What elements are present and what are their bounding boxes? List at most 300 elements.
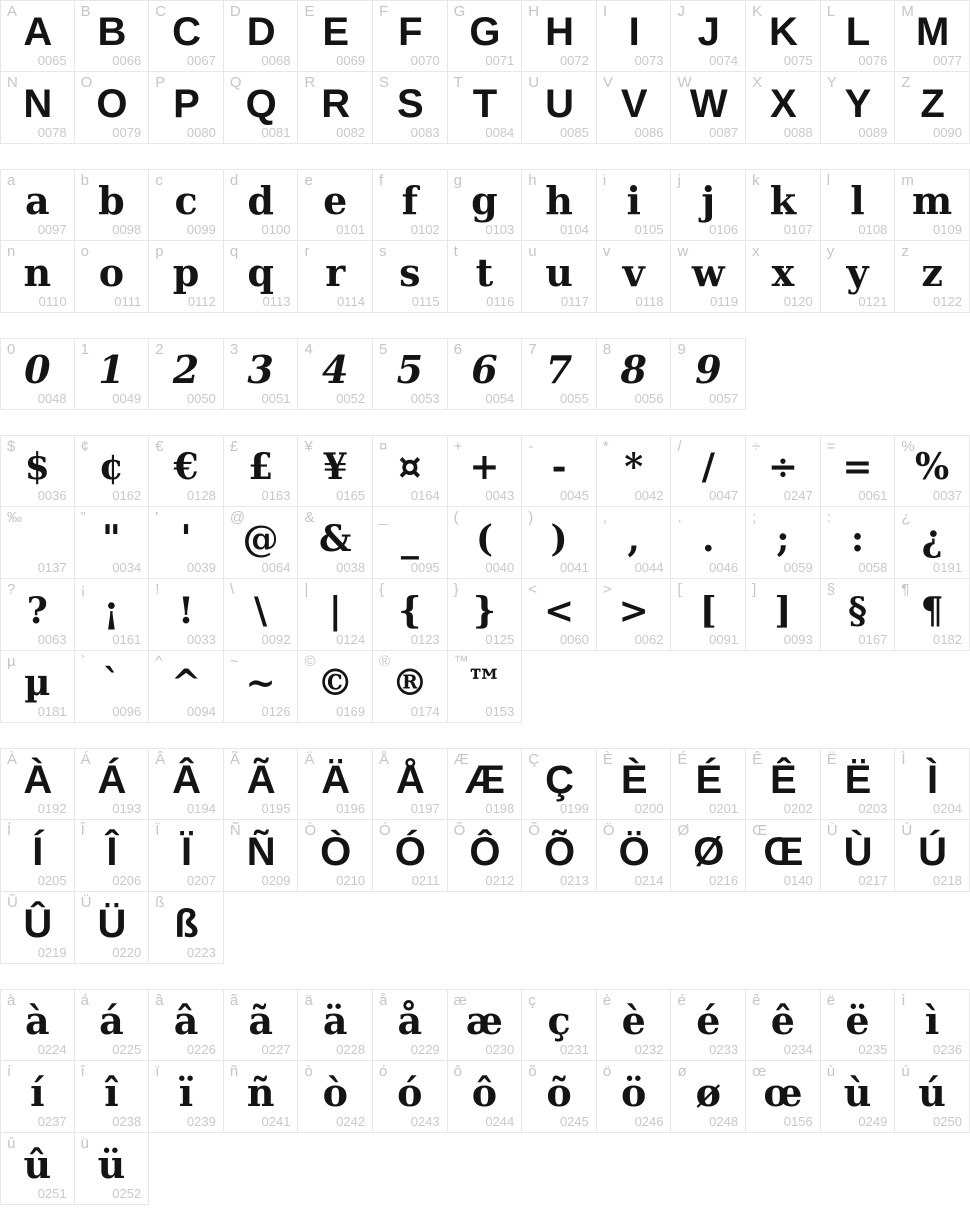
glyph-cell-0219 bbox=[0, 892, 75, 964]
cell-code-label: 0038 bbox=[336, 560, 366, 575]
cell-code-label: 0101 bbox=[336, 222, 366, 237]
cell-glyph: u bbox=[545, 249, 573, 295]
cell-glyph: > bbox=[618, 589, 649, 632]
glyph-cell-0040 bbox=[448, 507, 523, 579]
cell-glyph: P bbox=[173, 81, 199, 126]
cell-character-label: Ì bbox=[901, 751, 906, 768]
cell-character-label: v bbox=[602, 243, 611, 260]
cell-character-label: Ò bbox=[304, 822, 317, 839]
glyph-cell-0194 bbox=[149, 748, 224, 820]
cell-glyph: z bbox=[921, 249, 943, 295]
cell-character-label: : bbox=[826, 509, 831, 526]
cell-character-label: X bbox=[752, 74, 763, 91]
cell-glyph: x bbox=[771, 249, 795, 295]
cell-code-label: 0225 bbox=[112, 1042, 142, 1057]
cell-character-label: M bbox=[901, 3, 914, 20]
cell-character-label: Ï bbox=[155, 822, 160, 839]
cell-code-label: 0247 bbox=[783, 488, 813, 503]
cell-code-label: 0109 bbox=[933, 222, 962, 237]
cell-glyph: ç bbox=[547, 998, 571, 1043]
glyph-cell-0213 bbox=[522, 820, 597, 892]
cell-code-label: 0156 bbox=[783, 1114, 813, 1129]
cell-code-label: 0203 bbox=[858, 801, 888, 816]
glyph-cell-0121 bbox=[821, 241, 896, 313]
cell-glyph: R bbox=[321, 81, 350, 126]
cell-glyph: © bbox=[317, 661, 354, 704]
glyph-cell-0207 bbox=[149, 820, 224, 892]
cell-character-label: C bbox=[155, 3, 167, 20]
glyph-cell-0093 bbox=[746, 579, 821, 651]
cell-character-label: Ã bbox=[229, 751, 240, 768]
glyph-cell-0082 bbox=[298, 72, 373, 144]
cell-glyph: $ bbox=[24, 446, 50, 488]
cell-glyph: Ê bbox=[770, 758, 796, 802]
glyph-cell-0065 bbox=[0, 0, 75, 72]
cell-glyph: 0 bbox=[24, 347, 51, 392]
cell-glyph: ò bbox=[322, 1069, 348, 1115]
glyph-cell-0084 bbox=[448, 72, 523, 144]
cell-glyph: œ bbox=[763, 1069, 803, 1115]
cell-character-label: w bbox=[677, 243, 689, 260]
cell-code-label: 0071 bbox=[485, 53, 515, 68]
cell-character-label: W bbox=[677, 74, 692, 91]
glyph-cell-0043 bbox=[448, 435, 523, 507]
charmap-row bbox=[0, 338, 970, 410]
cell-character-label: E bbox=[304, 3, 315, 20]
glyph-cell-0241 bbox=[224, 1061, 299, 1133]
cell-code-label: 0048 bbox=[37, 391, 67, 406]
cell-code-label: 0065 bbox=[37, 53, 67, 68]
glyph-cell-0057 bbox=[671, 338, 746, 410]
cell-character-label: T bbox=[453, 74, 463, 91]
cell-character-label: ` bbox=[80, 653, 86, 670]
cell-glyph: ô bbox=[471, 1069, 498, 1115]
cell-glyph: Ä bbox=[321, 758, 350, 802]
cell-character-label: k bbox=[752, 172, 760, 189]
cell-code-label: 0199 bbox=[559, 801, 589, 816]
cell-character-label: £ bbox=[229, 438, 239, 455]
glyph-cell-0204 bbox=[895, 748, 970, 820]
cell-code-label: 0118 bbox=[635, 294, 664, 309]
cell-code-label: 0223 bbox=[186, 945, 216, 960]
cell-code-label: 0153 bbox=[485, 704, 515, 719]
cell-character-label: u bbox=[528, 243, 537, 260]
cell-glyph: ï bbox=[178, 1069, 194, 1115]
cell-character-label: Y bbox=[826, 74, 837, 91]
cell-glyph: ; bbox=[776, 517, 790, 560]
cell-character-label: 4 bbox=[304, 341, 313, 358]
cell-character-label: 2 bbox=[155, 341, 164, 358]
cell-glyph: < bbox=[543, 589, 575, 632]
glyph-cell-0115 bbox=[373, 241, 448, 313]
glyph-cell-0248 bbox=[671, 1061, 746, 1133]
glyph-cell-0045 bbox=[522, 435, 597, 507]
cell-glyph: Ã bbox=[246, 758, 275, 802]
cell-code-label: 0244 bbox=[485, 1114, 515, 1129]
cell-character-label: t bbox=[453, 243, 458, 260]
glyph-cell-0237 bbox=[0, 1061, 75, 1133]
cell-code-label: 0162 bbox=[112, 488, 142, 503]
cell-character-label: Í bbox=[7, 822, 12, 839]
cell-code-label: 0234 bbox=[783, 1042, 813, 1057]
cell-code-label: 0218 bbox=[933, 873, 962, 888]
cell-code-label: 0243 bbox=[410, 1114, 440, 1129]
cell-glyph: . bbox=[702, 517, 715, 560]
cell-glyph: _ bbox=[400, 517, 419, 560]
cell-code-label: 0105 bbox=[634, 222, 664, 237]
cell-character-label: Å bbox=[379, 751, 390, 768]
block-uppercase-accents bbox=[0, 748, 970, 964]
cell-glyph: \ bbox=[254, 589, 268, 632]
cell-code-label: 0140 bbox=[783, 873, 813, 888]
cell-glyph: Q bbox=[245, 81, 276, 126]
glyph-cell-0102 bbox=[373, 169, 448, 241]
cell-code-label: 0200 bbox=[634, 801, 664, 816]
cell-glyph: Æ bbox=[464, 758, 504, 802]
glyph-cell-0163 bbox=[224, 435, 299, 507]
cell-character-label: ñ bbox=[229, 1063, 239, 1080]
cell-code-label: 0057 bbox=[709, 391, 739, 406]
glyph-cell-0125 bbox=[448, 579, 523, 651]
cell-code-label: 0095 bbox=[410, 560, 440, 575]
cell-code-label: 0228 bbox=[336, 1042, 366, 1057]
cell-glyph: ! bbox=[178, 589, 194, 632]
cell-character-label: U bbox=[528, 74, 540, 91]
glyph-cell-0124 bbox=[298, 579, 373, 651]
cell-code-label: 0194 bbox=[186, 801, 216, 816]
cell-character-label: K bbox=[752, 3, 763, 20]
cell-code-label: 0219 bbox=[37, 945, 67, 960]
glyph-cell-0071 bbox=[448, 0, 523, 72]
cell-character-label: ú bbox=[901, 1063, 910, 1080]
charmap-row bbox=[0, 72, 970, 144]
cell-code-label: 0066 bbox=[112, 53, 142, 68]
cell-character-label: Ó bbox=[379, 822, 391, 839]
cell-glyph: O bbox=[96, 81, 127, 126]
cell-character-label: ç bbox=[528, 992, 536, 1009]
cell-glyph: C bbox=[172, 10, 200, 54]
cell-glyph: l bbox=[850, 178, 865, 223]
cell-code-label: 0098 bbox=[112, 222, 142, 237]
cell-character-label: h bbox=[528, 172, 537, 189]
cell-character-label: & bbox=[304, 509, 315, 526]
cell-glyph: Ò bbox=[320, 829, 351, 874]
glyph-cell-0075 bbox=[746, 0, 821, 72]
cell-code-label: 0070 bbox=[410, 53, 440, 68]
glyph-cell-0059 bbox=[746, 507, 821, 579]
cell-glyph: ¿ bbox=[921, 517, 943, 560]
cell-glyph: N bbox=[23, 81, 52, 126]
cell-glyph: ä bbox=[322, 998, 348, 1043]
cell-character-label: a bbox=[7, 172, 16, 189]
cell-code-label: 0236 bbox=[933, 1042, 962, 1057]
cell-character-label: A bbox=[7, 3, 18, 20]
cell-glyph: ì bbox=[924, 998, 940, 1043]
glyph-cell-0128 bbox=[149, 435, 224, 507]
cell-glyph: Ø bbox=[693, 829, 724, 874]
cell-glyph: ® bbox=[391, 661, 428, 704]
cell-character-label: ' bbox=[155, 509, 159, 526]
cell-code-label: 0165 bbox=[336, 488, 366, 503]
cell-character-label: É bbox=[677, 751, 688, 768]
cell-code-label: 0110 bbox=[38, 294, 67, 309]
cell-glyph: Y bbox=[844, 81, 871, 126]
cell-glyph: ø bbox=[695, 1069, 721, 1115]
cell-glyph: Ü bbox=[97, 901, 126, 946]
glyph-cell-0036 bbox=[0, 435, 75, 507]
cell-glyph: m bbox=[912, 178, 953, 223]
glyph-cell-0197 bbox=[373, 748, 448, 820]
cell-character-label: r bbox=[304, 243, 310, 260]
cell-character-label: ] bbox=[752, 581, 757, 598]
cell-glyph: U bbox=[545, 81, 574, 126]
cell-glyph: Ï bbox=[180, 829, 192, 874]
cell-character-label: [ bbox=[677, 581, 682, 598]
cell-code-label: 0056 bbox=[634, 391, 664, 406]
cell-character-label: D bbox=[229, 3, 241, 20]
cell-glyph: k bbox=[769, 178, 797, 223]
glyph-cell-0161 bbox=[75, 579, 150, 651]
cell-character-label: ¥ bbox=[304, 438, 313, 455]
cell-character-label: > bbox=[602, 581, 612, 598]
glyph-cell-0140 bbox=[746, 820, 821, 892]
cell-glyph: w bbox=[691, 249, 725, 295]
cell-glyph: § bbox=[848, 589, 867, 632]
cell-character-label: µ bbox=[7, 653, 16, 670]
cell-character-label: R bbox=[304, 74, 316, 91]
glyph-cell-0246 bbox=[597, 1061, 672, 1133]
glyph-cell-0242 bbox=[298, 1061, 373, 1133]
cell-code-label: 0196 bbox=[336, 801, 366, 816]
cell-glyph: ë bbox=[845, 998, 870, 1043]
cell-code-label: 0217 bbox=[858, 873, 888, 888]
cell-character-label: ø bbox=[677, 1063, 687, 1080]
cell-code-label: 0047 bbox=[709, 488, 739, 503]
cell-glyph: À bbox=[23, 758, 52, 802]
cell-glyph: â bbox=[173, 998, 199, 1043]
cell-character-label: õ bbox=[528, 1063, 537, 1080]
glyph-cell-0137 bbox=[0, 507, 75, 579]
cell-code-label: 0230 bbox=[485, 1042, 515, 1057]
cell-character-label: H bbox=[528, 3, 540, 20]
cell-character-label: $ bbox=[7, 438, 16, 455]
cell-code-label: 0075 bbox=[783, 53, 813, 68]
cell-code-label: 0126 bbox=[261, 704, 291, 719]
cell-character-label: Î bbox=[80, 822, 85, 839]
cell-glyph: € bbox=[173, 446, 199, 488]
cell-code-label: 0237 bbox=[37, 1114, 67, 1129]
glyph-cell-0042 bbox=[597, 435, 672, 507]
cell-character-label: Œ bbox=[752, 822, 768, 839]
cell-code-label: 0059 bbox=[783, 560, 813, 575]
cell-glyph: û bbox=[23, 1141, 52, 1187]
glyph-cell-0046 bbox=[671, 507, 746, 579]
cell-character-label: + bbox=[453, 438, 463, 455]
cell-glyph: æ bbox=[465, 998, 503, 1043]
cell-glyph: á bbox=[99, 998, 124, 1043]
cell-code-label: 0079 bbox=[112, 125, 142, 140]
glyph-cell-0252 bbox=[75, 1133, 150, 1205]
cell-glyph: 7 bbox=[545, 347, 573, 392]
cell-character-label: l bbox=[826, 172, 831, 189]
cell-glyph: % bbox=[915, 446, 950, 488]
cell-code-label: 0060 bbox=[559, 632, 589, 647]
cell-code-label: 0235 bbox=[858, 1042, 888, 1057]
cell-character-label: 7 bbox=[528, 341, 537, 358]
glyph-cell-0220 bbox=[75, 892, 150, 964]
cell-character-label: Ü bbox=[80, 894, 92, 911]
cell-glyph: S bbox=[397, 81, 423, 126]
charmap-row bbox=[0, 892, 970, 964]
cell-character-label: í bbox=[7, 1063, 12, 1080]
cell-code-label: 0084 bbox=[485, 125, 515, 140]
glyph-cell-0086 bbox=[597, 72, 672, 144]
cell-code-label: 0039 bbox=[186, 560, 216, 575]
cell-character-label: O bbox=[80, 74, 93, 91]
cell-glyph: A bbox=[23, 10, 52, 54]
cell-glyph: & bbox=[318, 517, 352, 560]
cell-code-label: 0197 bbox=[410, 801, 440, 816]
cell-glyph: ã bbox=[248, 998, 273, 1043]
cell-glyph: : bbox=[850, 517, 865, 560]
cell-code-label: 0169 bbox=[336, 704, 366, 719]
cell-code-label: 0209 bbox=[261, 873, 291, 888]
cell-glyph: 1 bbox=[98, 347, 125, 392]
glyph-cell-0244 bbox=[448, 1061, 523, 1133]
glyph-cell-0228 bbox=[298, 989, 373, 1061]
cell-character-label: J bbox=[677, 3, 685, 20]
cell-code-label: 0201 bbox=[709, 801, 739, 816]
cell-glyph: Ë bbox=[844, 758, 871, 802]
cell-glyph: I bbox=[628, 10, 639, 54]
glyph-cell-0169 bbox=[298, 651, 373, 723]
cell-code-label: 0248 bbox=[709, 1114, 739, 1129]
cell-code-label: 0115 bbox=[411, 294, 440, 309]
glyph-cell-0060 bbox=[522, 579, 597, 651]
cell-code-label: 0067 bbox=[186, 53, 216, 68]
cell-code-label: 0100 bbox=[261, 222, 291, 237]
cell-glyph: ß bbox=[174, 901, 198, 946]
cell-glyph: y bbox=[846, 249, 869, 295]
cell-code-label: 0117 bbox=[560, 294, 589, 309]
cell-code-label: 0096 bbox=[112, 704, 142, 719]
cell-code-label: 0123 bbox=[410, 632, 440, 647]
glyph-cell-0039 bbox=[149, 507, 224, 579]
cell-character-label: N bbox=[7, 74, 18, 91]
cell-character-label: Ç bbox=[528, 751, 540, 768]
cell-glyph: Z bbox=[920, 81, 944, 126]
cell-code-label: 0083 bbox=[410, 125, 440, 140]
cell-code-label: 0232 bbox=[634, 1042, 664, 1057]
glyph-cell-0099 bbox=[149, 169, 224, 241]
cell-code-label: 0206 bbox=[112, 873, 142, 888]
cell-character-label: / bbox=[677, 438, 682, 455]
cell-character-label: d bbox=[229, 172, 239, 189]
block-uppercase bbox=[0, 0, 970, 144]
cell-code-label: 0081 bbox=[261, 125, 291, 140]
cell-glyph: ê bbox=[770, 998, 795, 1043]
cell-glyph: ÷ bbox=[767, 446, 798, 488]
glyph-cell-0162 bbox=[75, 435, 150, 507]
cell-code-label: 0192 bbox=[37, 801, 67, 816]
cell-character-label: - bbox=[528, 438, 534, 455]
cell-character-label: â bbox=[155, 992, 164, 1009]
glyph-cell-0226 bbox=[149, 989, 224, 1061]
cell-character-label: û bbox=[7, 1135, 16, 1152]
cell-code-label: 0042 bbox=[634, 488, 664, 503]
glyph-cell-0167 bbox=[821, 579, 896, 651]
glyph-cell-0083 bbox=[373, 72, 448, 144]
cell-code-label: 0191 bbox=[933, 560, 962, 575]
glyph-cell-0088 bbox=[746, 72, 821, 144]
cell-character-label: € bbox=[155, 438, 164, 455]
glyph-cell-0198 bbox=[448, 748, 523, 820]
glyph-cell-0100 bbox=[224, 169, 299, 241]
cell-glyph: ¥ bbox=[322, 446, 348, 488]
cell-character-label: } bbox=[453, 581, 459, 598]
cell-glyph: Œ bbox=[763, 829, 803, 874]
glyph-cell-0070 bbox=[373, 0, 448, 72]
cell-glyph: r bbox=[325, 249, 346, 295]
glyph-cell-0074 bbox=[671, 0, 746, 72]
glyph-cell-0229 bbox=[373, 989, 448, 1061]
cell-character-label: ü bbox=[80, 1135, 89, 1152]
glyph-cell-0216 bbox=[671, 820, 746, 892]
cell-glyph: ¤ bbox=[398, 446, 422, 488]
cell-glyph: - bbox=[551, 446, 567, 488]
glyph-cell-0245 bbox=[522, 1061, 597, 1133]
cell-code-label: 0207 bbox=[186, 873, 216, 888]
cell-glyph: Û bbox=[23, 901, 52, 946]
cell-code-label: 0128 bbox=[186, 488, 216, 503]
charmap-row bbox=[0, 507, 970, 579]
cell-character-label: G bbox=[453, 3, 466, 20]
cell-character-label: ë bbox=[826, 992, 836, 1009]
cell-character-label: % bbox=[901, 438, 915, 455]
cell-code-label: 0231 bbox=[559, 1042, 589, 1057]
cell-glyph: X bbox=[770, 81, 796, 126]
cell-code-label: 0113 bbox=[262, 294, 291, 309]
cell-character-label: 9 bbox=[677, 341, 686, 358]
cell-character-label: { bbox=[379, 581, 385, 598]
cell-glyph: v bbox=[622, 249, 645, 295]
glyph-cell-0078 bbox=[0, 72, 75, 144]
glyph-cell-0111 bbox=[75, 241, 150, 313]
cell-code-label: 0224 bbox=[37, 1042, 67, 1057]
glyph-cell-0044 bbox=[597, 507, 672, 579]
block-lowercase-accents bbox=[0, 989, 970, 1205]
cell-character-label: c bbox=[155, 172, 163, 189]
cell-code-label: 0097 bbox=[37, 222, 67, 237]
glyph-cell-0055 bbox=[522, 338, 597, 410]
cell-code-label: 0050 bbox=[186, 391, 216, 406]
cell-code-label: 0205 bbox=[37, 873, 67, 888]
glyph-cell-0238 bbox=[75, 1061, 150, 1133]
cell-glyph: a bbox=[24, 178, 50, 223]
cell-code-label: 0121 bbox=[858, 294, 888, 309]
cell-character-label: Á bbox=[80, 751, 91, 768]
glyph-cell-0233 bbox=[671, 989, 746, 1061]
cell-glyph: õ bbox=[546, 1069, 572, 1115]
glyph-cell-0107 bbox=[746, 169, 821, 241]
cell-code-label: 0106 bbox=[709, 222, 739, 237]
cell-character-label: ¡ bbox=[80, 581, 86, 598]
cell-glyph: ) bbox=[550, 517, 568, 560]
cell-code-label: 0124 bbox=[336, 632, 366, 647]
cell-character-label: Û bbox=[7, 894, 18, 911]
cell-glyph: Ô bbox=[469, 829, 500, 874]
cell-code-label: 0088 bbox=[783, 125, 813, 140]
